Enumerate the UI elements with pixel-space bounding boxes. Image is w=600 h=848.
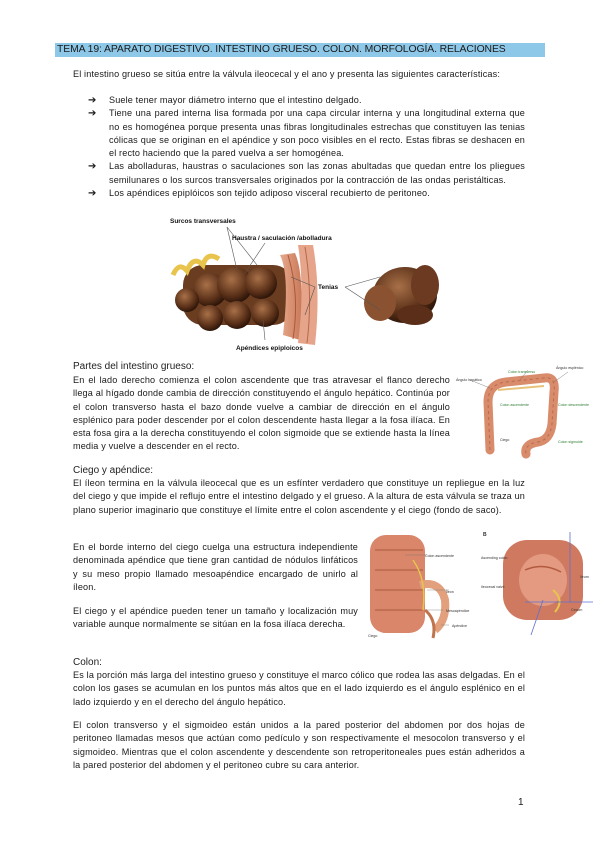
label-surcos: Surcos transversales <box>170 218 236 225</box>
label-haustra: Haustra / saculación /abolladura <box>232 235 332 242</box>
label-b-ileum: Ileum <box>580 575 589 579</box>
label-tenias: Tenias <box>318 284 339 291</box>
label-b-ileocecal-valve: Ileocecal valve <box>481 585 505 589</box>
label-a-mesoapendice: Mesoapéndice <box>446 609 470 613</box>
label-a-ciego: Ciego <box>368 634 378 638</box>
label-apendices: Apéndices epiploicos <box>236 345 303 352</box>
characteristics-list <box>88 94 525 200</box>
colon-frame-illustration <box>458 362 584 462</box>
intro-paragraph: El intestino grueso se sitúa entre la válvula ileocecal y el ano y presenta las siguientes características: <box>73 69 500 79</box>
list-item: ➔ Los apéndices epiplóicos son tejido adiposo visceral recubierto de peritoneo. <box>88 188 430 200</box>
arrow-icon: ➔ <box>88 161 97 173</box>
label-colon-transverso: Colon transverso <box>508 370 536 374</box>
label-colon-ascendente: Colon ascendente <box>500 403 529 407</box>
label-b-ascending-colon: Ascending colon <box>481 556 508 560</box>
colon-paragraph-2: El colon transverso y el sigmoideo están unidos a la pared posterior del abdomen por dos hojas de peritoneo llamadas mesos que actúan como pedículo y son respectivamente el mesocolon transverso y el sigmoideo. Mientras que el colon ascendente y descendente son retroperitoneales pues están adheridos a la pared posterior del abdomen y el peritoneo cubre su cara anterior. <box>73 720 525 770</box>
ciego-paragraph-1: El íleon termina en la válvula ileocecal que es un esfínter verdadero que constituye un repliegue en la luz del ciego y que impide el reflujo entre el intestino delgado y el grueso. A la altura de esta válvula se traza un plano superior imaginario que constituye el límite entre el colon ascendente y el ciego (fondo de saco). <box>73 478 525 515</box>
label-ciego: Ciego <box>500 438 510 442</box>
colon-paragraph-1: Es la porción más larga del intestino grueso y constituye el marco cólico que rodea las asas delgadas. En el colon los gases se acumulan en los puntos más altos que en el lado izquierdo es el ángulo esplénico en el lado izquierdo y en el derecho del ángulo hepático. <box>73 670 525 707</box>
list-item: ➔ Las abolladuras, haustras o saculaciones son las zonas abultadas que quedan entre los pliegues semilunares o los surcos transversales originados por la contracción de las ondas peristálticas. <box>88 161 525 185</box>
heading-partes: Partes del intestino grueso: <box>73 361 195 372</box>
label-angulo-hepatico: Ángulo hepático <box>456 378 482 382</box>
ciego-paragraph-2: En el borde interno del ciego cuelga una estructura independiente denominada apéndice que tiene gran cantidad de nódulos linfáticos y su meso propio llamado mesoapéndice encargado de unirlo al íleon. <box>73 542 358 592</box>
label-a-ileon: Íleon <box>446 590 454 594</box>
list-item: ➔ Tiene una pared interna lisa formada por una capa circular interna y una longitudinal externa que no es homogénea porque presenta unas fibras longitudinales estrechas que constituyen las tenias cólicas que se originan en el apéndice y son poco visibles en el recto. Estas fibras se deshacen en el recto haciendo que la pared vuelva a ser homogénea. <box>88 108 525 159</box>
label-b-cecum: Cecum <box>571 608 583 612</box>
page-title: TEMA 19: APARATO DIGESTIVO. INTESTINO GRUESO. COLON. MORFOLOGÍA. RELACIONES <box>55 43 545 57</box>
label-colon-descendente: Colon descendente <box>558 403 589 407</box>
heading-ciego: Ciego y apéndice: <box>73 465 154 476</box>
arrow-icon: ➔ <box>88 95 97 106</box>
label-a-apendice: Apéndice <box>452 624 467 628</box>
partes-paragraph: En el lado derecho comienza el colon ascendente que tras atravesar el flanco derecho llega al hígado donde cambia de dirección constituyendo el ángulo hepático. Continúa por el colon transverso hasta el bazo donde vuelve a cambiar de dirección en el ángulo esplénico para poder descender por el colon descendente hasta llegar a la fosa ilíaca. En esta fosa gira a la derecha constituyendo el colon sigmoide que se extiende hasta la línea media y vuelve a descender en el recto. <box>73 375 450 452</box>
label-colon-sigmoide: Colon sigmoide <box>558 440 583 444</box>
page-number: 1 <box>518 797 524 808</box>
arrow-icon: ➔ <box>88 108 97 120</box>
list-item: ➔ Suele tener mayor diámetro interno que el intestino delgado. <box>88 95 362 106</box>
heading-colon: Colon: <box>73 657 102 668</box>
label-b: B <box>483 532 487 538</box>
ciego-paragraph-3: El ciego y el apéndice pueden tener un tamaño y localización muy variable aunque normalmente se sitúan en la fosa ilíaca derecha. <box>73 606 358 630</box>
arrow-icon: ➔ <box>88 188 97 200</box>
label-angulo-esplenico: Ángulo esplénico <box>556 366 584 370</box>
label-a-colon-ascendente: Colon ascendente <box>425 554 454 558</box>
